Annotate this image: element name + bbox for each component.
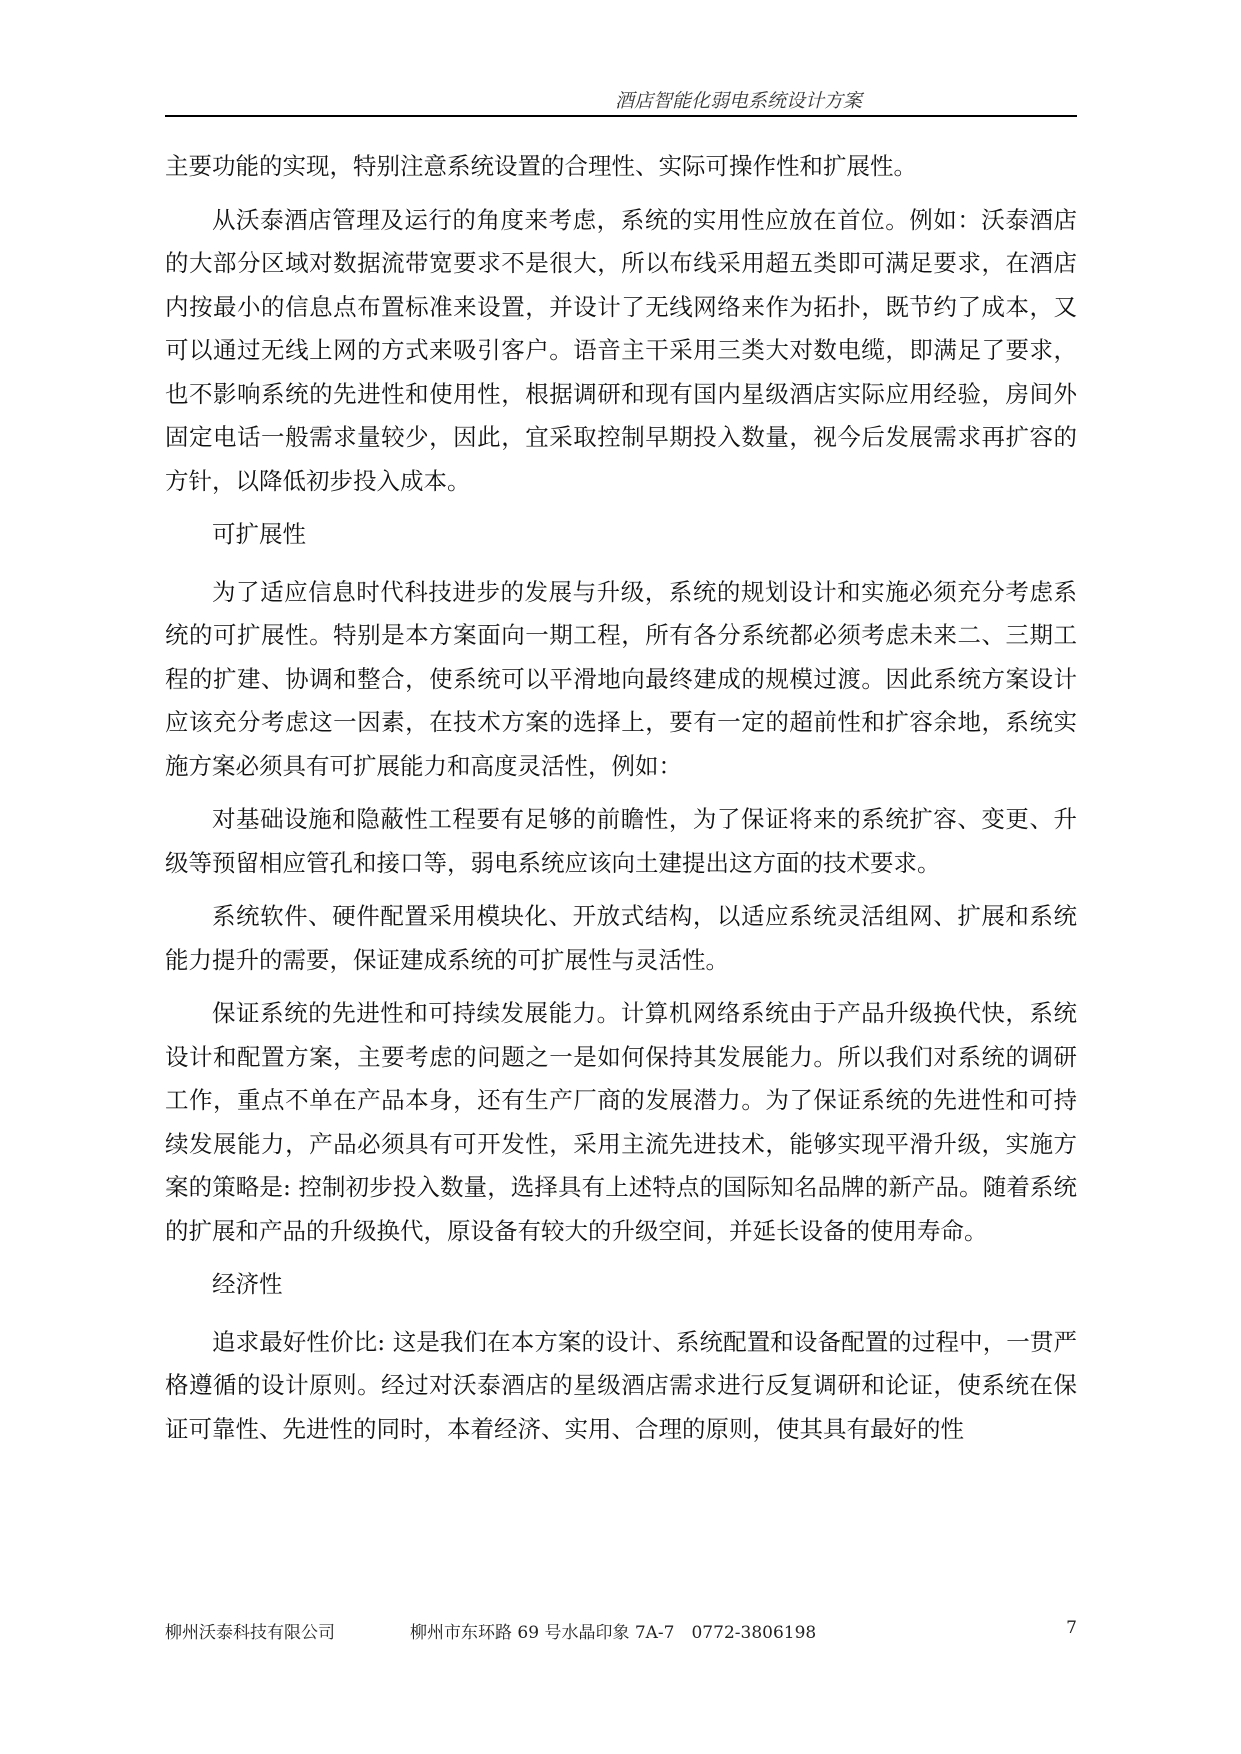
paragraph: 追求最好性价比: 这是我们在本方案的设计、系统配置和设备配置的过程中，一贯严格遵循的设计原则。经过对沃泰酒店的星级酒店需求进行反复调研和论证，使系统在保证可靠性、先进性的同时，本着经济、实用、合理的原则，使其具有最好的性 bbox=[165, 1327, 1077, 1443]
footer-address: 柳州市东环路 69 号水晶印象 7A-7 0772-3806198 bbox=[410, 1623, 817, 1643]
section-heading-economy: 经济性 bbox=[212, 1270, 283, 1298]
header-rule bbox=[165, 115, 1077, 117]
document-body bbox=[165, 145, 1077, 1461]
footer-company: 柳州沃泰科技有限公司 bbox=[165, 1623, 335, 1643]
paragraph: 系统软件、硬件配置采用模块化、开放式结构，以适应系统灵活组网、扩展和系统能力提升的需要，保证建成系统的可扩展性与灵活性。 bbox=[165, 902, 1077, 974]
page-number: 7 bbox=[1066, 1618, 1077, 1638]
paragraph: 保证系统的先进性和可持续发展能力。计算机网络系统由于产品升级换代快，系统设计和配置方案，主要考虑的问题之一是如何保持其发展能力。所以我们对系统的调研工作，重点不单在产品本身，还有生产厂商的发展潜力。为了保证系统的先进性和可持续发展能力，产品必须具有可开发性，采用主流先进技术，能够实现平滑升级，实施方案的策略是: 控制初步投入数量，选择具有上述特点的国际知名品牌的新产品。随着系统的扩展和产品的升级换代，原设备有较大的升级空间，并延长设备的使用寿命。 bbox=[165, 999, 1077, 1245]
running-header: 酒店智能化弱电系统设计方案 bbox=[614, 90, 862, 112]
paragraph: 主要功能的实现，特别注意系统设置的合理性、实际可操作性和扩展性。 bbox=[165, 152, 917, 180]
paragraph: 为了适应信息时代科技进步的发展与升级，系统的规划设计和实施必须充分考虑系统的可扩展性。特别是本方案面向一期工程，所有各分系统都必须考虑未来二、三期工程的扩建、协调和整合，使系统可以平滑地向最终建成的规模过渡。因此系统方案设计应该充分考虑这一因素，在技术方案的选择上，要有一定的超前性和扩容余地，系统实施方案必须具有可扩展能力和高度灵活性，例如： bbox=[165, 577, 1077, 780]
paragraph: 从沃泰酒店管理及运行的角度来考虑，系统的实用性应放在首位。例如：沃泰酒店的大部分区域对数据流带宽要求不是很大，所以布线采用超五类即可满足要求，在酒店内按最小的信息点布置标准来设置，并设计了无线网络来作为拓扑，既节约了成本，又可以通过无线上网的方式来吸引客户。语音主干采用三类大对数电缆，即满足了要求，也不影响系统的先进性和使用性，根据调研和现有国内星级酒店实际应用经验，房间外固定电话一般需求量较少，因此，宜采取控制早期投入数量，视今后发展需求再扩容的方针，以降低初步投入成本。 bbox=[165, 205, 1077, 495]
section-heading-scalability: 可扩展性 bbox=[212, 520, 306, 548]
paragraph: 对基础设施和隐蔽性工程要有足够的前瞻性，为了保证将来的系统扩容、变更、升级等预留相应管孔和接口等，弱电系统应该向土建提出这方面的技术要求。 bbox=[165, 805, 1077, 877]
